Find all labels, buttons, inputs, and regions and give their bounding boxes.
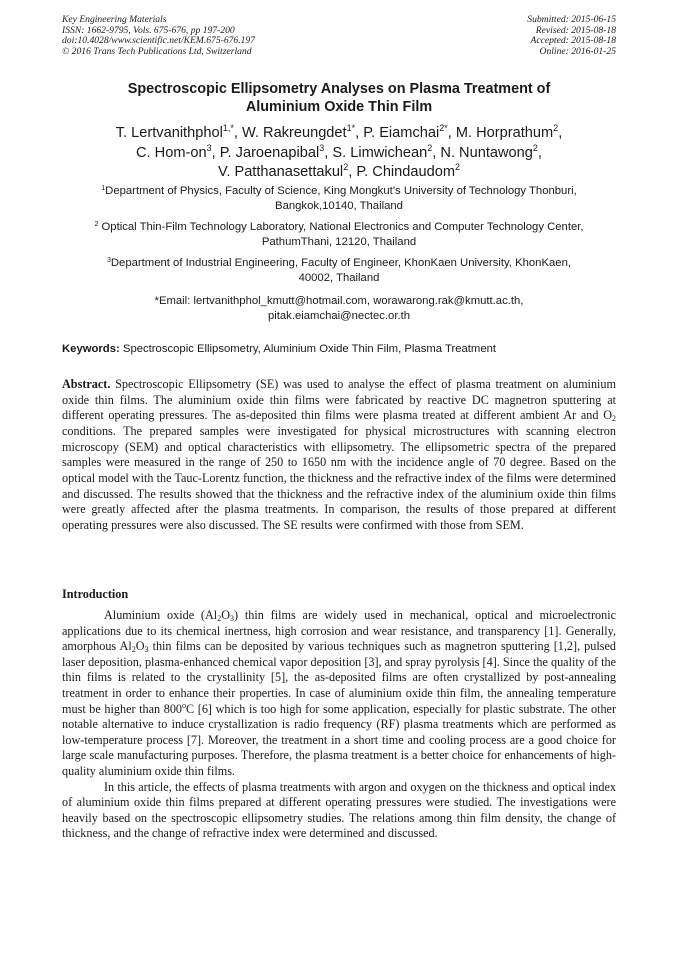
author-name: T. Lertvanithphol <box>115 125 223 141</box>
affiliation-text: Optical Thin-Film Technology Laboratory, National Electronics and Computer Technology Center, <box>101 221 584 233</box>
paragraph: In this article, the effects of plasma treatments with argon and oxygen on the thickness and optical index of aluminium oxide thin films prepared at different operating pressures were studied. The investigations were heavily based on the spectroscopic ellipsometry studies. The relations among thin film density, the change of thickness, and the change of refractive index were determined and discussed. <box>62 779 616 841</box>
author-affil: 3 <box>319 142 325 153</box>
abstract <box>62 377 616 534</box>
introduction-body <box>62 608 616 842</box>
affiliation-number: 1 <box>101 185 106 192</box>
keywords-text: Spectroscopic Ellipsometry, Aluminium Oxide Thin Film, Plasma Treatment <box>119 343 497 355</box>
subscript: 2 <box>612 414 616 424</box>
journal-name: Key Engineering Materials <box>62 14 167 25</box>
author-affil: 2 <box>455 162 461 172</box>
author-name: N. Nuntawong <box>440 144 533 161</box>
subscript: 2 <box>131 645 136 655</box>
text-run: Aluminium oxide (Al <box>104 608 218 622</box>
paragraph <box>62 608 616 780</box>
text-run: C [6] which is too high for some application, especially for plastic substrate. The other notable alternative to induce crystallization is radio frequency (RF) plasma treatments which are performed as low-temperature process [7]. Moreover, the treatment in a short time and cooling process are a good choice for large scale manufacturing purposes. Therefore, the plasma treatment is a better choice for enhancements of high-quality aluminium oxide thin films. <box>62 701 617 778</box>
author-affil: 2 <box>532 142 538 153</box>
online-date: Online: 2016-01-25 <box>539 45 616 57</box>
author-affil: 2 <box>427 142 433 153</box>
accepted-date: Accepted: 2015-08-18 <box>530 35 616 47</box>
authors-line-1: T. Lertvanithphol$^{1,*}$, W. Rakreungdet$^{1*}$, P. Eiamchai$^{2*}$, M. Horprathum$^2$, <box>115 123 563 141</box>
affiliation-number: 2 <box>94 221 99 228</box>
text-run: O <box>221 608 230 622</box>
author-list <box>62 124 616 183</box>
degree-superscript: o <box>182 700 187 710</box>
author-affil: 1* <box>346 123 356 133</box>
affiliation-3 <box>62 256 616 286</box>
affiliation-1 <box>62 184 616 214</box>
authors-line-2: C. Hom-$on^3$, P. Jaroenapibal$^3$, S. Limwichean$^2$, N. Nuntawong$^2$, <box>136 142 542 161</box>
affiliation-text: Department of Industrial Engineering, Faculty of Engineer, KhonKaen University, KhonKaen, <box>110 257 571 269</box>
affiliation-number: 3 <box>106 257 111 264</box>
abstract-label: Abstract. <box>62 377 111 391</box>
title-line-1: Spectroscopic Ellipsometry Analyses on Plasma Treatment of <box>127 81 551 97</box>
author-name: P. Jaroenapibal <box>219 144 320 161</box>
affiliation-2 <box>62 220 616 250</box>
text-run: ) thin films are widely used in mechanical, optical and microelectronic applications due to its chemical inertness, high corrosion and wear resistance, and transparency [1]. Generally, amorphous Al <box>62 608 616 654</box>
subscript: 3 <box>230 614 234 623</box>
author-affil: 3 <box>206 142 212 153</box>
authors-line-3: V. Patthanasettakul$^2$, P. Chindaudom$^2$ <box>217 162 461 180</box>
abstract-text: Spectroscopic Ellipsometry (SE) was used to analyse the effect of plasma treatment on aluminium oxide thin films. The aluminium oxide thin films were fabricated by reactive DC magnetron sputtering at different operating pressures. The as-deposited thin films were plasma treated at different ambient Ar and O <box>62 377 616 423</box>
author-name: S. Limwichean <box>332 144 428 161</box>
submitted-date: Submitted: 2015-06-15 <box>527 14 616 25</box>
revised-date: Revised: 2015-08-18 <box>535 24 616 36</box>
copyright: © 2016 Trans Tech Publications Ltd, Switzerland <box>62 45 252 57</box>
author-name: M. Horprathum <box>455 125 554 141</box>
title-line-2: Aluminium Oxide Thin Film <box>245 99 433 115</box>
author-affil: 2 <box>343 162 349 172</box>
author-name: W. Rakreungdet <box>241 125 347 141</box>
text-run: O <box>135 639 145 654</box>
doi: doi:10.4028/www.scientific.net/KEM.675-676.197 <box>62 35 256 47</box>
affiliation-text: Department of Physics, Faculty of Science, King Mongkut’s University of Technology Thonburi, <box>105 185 577 197</box>
subscript: 2 <box>217 614 222 623</box>
email-line-2: pitak.eiamchai@nectec.or.th <box>267 310 411 322</box>
author-name: C. Hom-on <box>136 144 207 161</box>
author-name: V. Patthanasettakul <box>217 164 344 180</box>
author-affil: 2 <box>553 123 559 133</box>
journal-info <box>62 15 255 57</box>
author-name: P. Chindaudom <box>356 164 456 180</box>
author-name: P. Eiamchai <box>363 125 440 141</box>
keywords <box>62 342 616 357</box>
paper-title <box>62 80 616 116</box>
subscript: 3 <box>144 645 149 655</box>
keywords-label: Keywords: <box>62 343 120 355</box>
email-line-1: *Email: lertvanithphol_kmutt@hotmail.com, worawarong.rak@kmutt.ac.th, <box>154 295 524 307</box>
affiliation-text: PathumThani, 12120, Thailand <box>261 236 417 248</box>
dates-info <box>527 15 616 57</box>
email-block <box>62 294 616 324</box>
affiliation-text: 40002, Thailand <box>298 272 380 284</box>
issn: ISSN: 1662-9795, Vols. 675-676, pp 197-200 <box>62 24 235 36</box>
author-affil: 1,* <box>222 123 234 133</box>
section-heading-introduction: Introduction <box>62 587 129 601</box>
abstract-text: conditions. The prepared samples were investigated for physical microstructures with scanning electron microscopy (SEM) and optical characteristics with ellipsometry. The ellipsometric spectra of the prepared samples were measured in the range of 250 to 1650 nm with the incidence angle of 70 degree. Based on the optical model with the Tauc-Lorentz function, the thickness and the refractive index of the films were determined and discussed. The results showed that the thickness and the refractive index of the aluminium oxide thin films were greatly affected after the plasma treatments. In comparison, the results of those prepared at different operating pressures were also discussed. The SE results were confirmed with those from SEM. <box>62 423 616 532</box>
affiliation-text: Bangkok,10140, Thailand <box>275 200 403 212</box>
author-affil: 2* <box>439 123 448 133</box>
text-run: thin films can be deposited by various techniques such as magnetron sputtering [1,2], pulsed laser deposition, plasma-enhanced chemical vapor deposition [3], and spray pyrolysis [4]. Since the quality of the thin films is related to the crystallinity [5], the as-deposited films are often crystallized by post-annealing treatment in order to enhance their properties. In case of aluminium oxide thin film, the annealing temperature must be higher than 800 <box>62 639 616 716</box>
